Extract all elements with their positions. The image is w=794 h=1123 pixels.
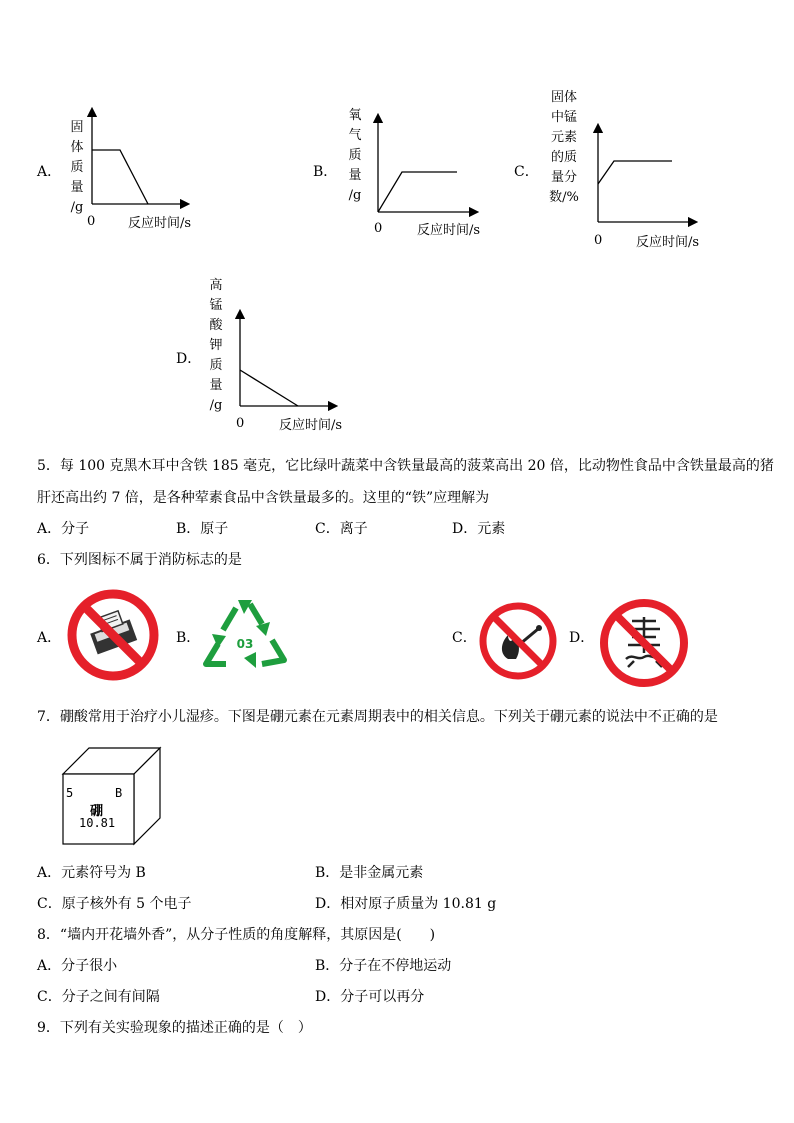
graph-d-ylabel: 高 锰 酸 钾 质 量 /g bbox=[209, 278, 223, 413]
q5-line2: 肝还高出约 7 倍，是各种荤素食品中含铁量最多的。这里的“铁”应理解为 bbox=[37, 490, 490, 506]
graph-c-origin: 0 bbox=[594, 233, 603, 248]
graph-b-ylabel: 氧 气 质 量 /g bbox=[348, 108, 362, 203]
no-fireworks-sign-icon bbox=[598, 597, 690, 689]
periodic-table-cell bbox=[62, 746, 162, 846]
graph-d-xlabel: 反应时间/s bbox=[279, 418, 343, 433]
recycle-code: 03 bbox=[236, 637, 254, 651]
no-open-flame-sign-icon bbox=[478, 601, 558, 681]
element-name: 硼 bbox=[90, 804, 104, 819]
no-matches-sign-icon bbox=[66, 588, 160, 682]
q9-stem: 9．下列有关实验现象的描述正确的是（ ） bbox=[37, 1020, 312, 1036]
q7-option-c[interactable]: C．原子核外有 5 个电子 bbox=[37, 896, 192, 912]
graph-c-xlabel: 反应时间/s bbox=[636, 235, 700, 250]
q7-option-a[interactable]: A．元素符号为 B bbox=[37, 865, 146, 881]
atomic-number: 5 bbox=[66, 786, 74, 800]
q7-stem: 7．硼酸常用于治疗小儿湿疹。下图是硼元素在元素周期表中的相关信息。下列关于硼元素的说法中不正确的是 bbox=[37, 709, 718, 725]
recycle-icon bbox=[198, 594, 292, 676]
graph-b-origin: 0 bbox=[374, 221, 383, 236]
q8-option-c[interactable]: C．分子之间有间隔 bbox=[37, 989, 160, 1005]
graph-b-xlabel: 反应时间/s bbox=[417, 223, 481, 238]
q7-option-d[interactable]: D．相对原子质量为 10.81 g bbox=[315, 896, 497, 912]
q8-option-d[interactable]: D．分子可以再分 bbox=[315, 989, 425, 1005]
graph-b-letter: B． bbox=[313, 164, 338, 180]
q8-stem: 8．“墙内开花墙外香”，从分子性质的角度解释，其原因是( ) bbox=[37, 927, 436, 943]
q5-line1: 5．每 100 克黑木耳中含铁 185 毫克，它比绿叶蔬菜中含铁量最高的菠菜高出 20 倍，比动物性食品中含铁量最高的猪 bbox=[37, 458, 774, 474]
q6-letter-b[interactable]: B． bbox=[176, 630, 201, 646]
q6-letter-a[interactable]: A． bbox=[37, 630, 62, 646]
atomic-mass: 10.81 bbox=[79, 816, 116, 830]
element-symbol: B bbox=[115, 786, 123, 800]
q7-option-b[interactable]: B．是非金属元素 bbox=[315, 865, 424, 881]
graph-d-origin: 0 bbox=[236, 416, 245, 431]
q6-stem: 6．下列图标不属于消防标志的是 bbox=[37, 552, 242, 568]
q5-option-b[interactable]: B．原子 bbox=[176, 521, 229, 537]
graph-d-curve bbox=[240, 370, 298, 406]
q8-option-a[interactable]: A．分子很小 bbox=[37, 958, 118, 974]
q6-letter-d[interactable]: D． bbox=[569, 630, 595, 646]
q5-option-d[interactable]: D．元素 bbox=[452, 521, 506, 537]
graph-d-letter: D． bbox=[176, 351, 202, 367]
graph-a-letter: A． bbox=[37, 164, 62, 180]
graph-c-ylabel: 固体 中锰 元素 的质 量分 数/% bbox=[549, 90, 579, 205]
q5-option-a[interactable]: A．分子 bbox=[37, 521, 90, 537]
q6-letter-c[interactable]: C． bbox=[452, 630, 477, 646]
graph-a-ylabel: 固 体 质 量 /g bbox=[70, 120, 84, 215]
graph-c-letter: C． bbox=[514, 164, 539, 180]
q5-option-c[interactable]: C．离子 bbox=[315, 521, 368, 537]
graph-a-xlabel: 反应时间/s bbox=[128, 216, 192, 231]
q8-option-b[interactable]: B．分子在不停地运动 bbox=[315, 958, 452, 974]
graph-a-origin: 0 bbox=[87, 214, 96, 229]
